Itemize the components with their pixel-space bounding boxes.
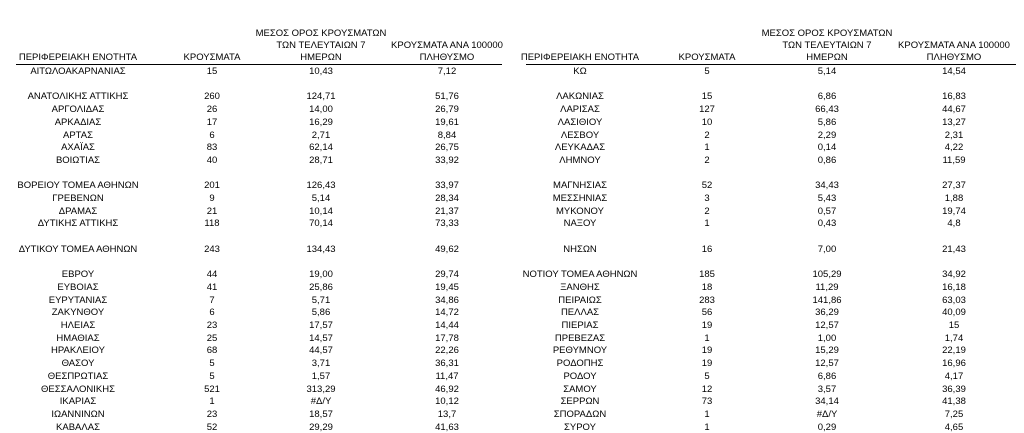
per100k-cell: 16,83 [942,91,966,103]
region-cell: ΚΑΒΑΛΑΣ [56,421,100,433]
cases-cell: 6 [209,307,215,319]
cases-cell: 15 [206,66,218,77]
header-underline [526,64,1016,65]
avg7-cell: 17,57 [309,320,333,331]
per100k-cell: 63,03 [942,294,966,306]
cases-cell: 10 [701,116,713,128]
avg7-cell: 141,86 [812,294,842,306]
avg7-cell: 62,14 [309,142,333,154]
cases-cell: 23 [206,320,218,331]
per100k-cell: 26,79 [435,104,459,116]
region-cell: ΛΑΣΙΘΙΟΥ [557,116,603,128]
avg7-cell: 19,00 [309,269,333,281]
cases-cell: 521 [204,383,220,395]
avg7-cell: 29,29 [309,421,333,433]
per100k-cell: 51,76 [435,91,459,103]
header-per100k-line: ΚΡΟΥΣΜΑΤΑ ΑΝΑ 100000 [391,40,503,51]
header-avg7-line: ΤΩΝ ΤΕΛΕΥΤΑΙΩΝ 7 [782,40,872,51]
avg7-cell: 0,57 [817,205,837,217]
cases-cell: 127 [699,104,715,116]
per100k-cell: 19,45 [435,281,459,293]
cases-cell: 1 [704,218,710,230]
cases-cell: 18 [701,281,713,293]
cases-cell: 12 [701,383,713,395]
region-cell: ΜΑΓΝΗΣΙΑΣ [553,180,607,192]
region-cell: ΘΕΣΣΑΛΟΝΙΚΗΣ [41,383,115,395]
avg7-cell: 5,43 [817,193,837,204]
per100k-cell: 4,65 [944,421,964,433]
region-cell: ΕΒΡΟΥ [61,269,95,281]
avg7-cell: #Δ/Υ [816,408,838,420]
per100k-cell: 11,47 [435,370,459,382]
region-cell: ΡΟΔΟΥ [563,370,597,382]
region-cell: ΣΥΡΟΥ [564,421,596,433]
cases-cell: 5 [704,370,710,382]
region-cell: ΣΑΜΟΥ [563,383,597,395]
region-cell: ΑΡΚΑΔΙΑΣ [54,116,102,128]
region-cell: ΠΙΕΡΙΑΣ [561,320,599,331]
avg7-cell: 5,71 [311,294,331,306]
cases-cell: 1 [704,421,710,433]
region-cell: ΝΟΤΙΟΥ ΤΟΜΕΑ ΑΘΗΝΩΝ [522,269,638,281]
per100k-cell: 4,22 [944,142,964,154]
region-cell: ΛΑΡΙΣΑΣ [560,104,600,116]
header-per100k-line: ΚΡΟΥΣΜΑΤΑ ΑΝΑ 100000 [898,40,1010,51]
per100k-cell: 16,18 [942,281,966,293]
avg7-cell: 16,29 [309,116,333,128]
per100k-cell: 11,59 [942,154,966,166]
cases-cell: 44 [206,269,218,281]
avg7-cell: 313,29 [306,383,336,395]
region-cell: ΗΛΕΙΑΣ [60,320,96,331]
cases-cell: 56 [701,307,713,319]
region-cell: ΓΡΕΒΕΝΩΝ [52,193,104,204]
avg7-cell: 12,57 [815,320,839,331]
region-cell: ΘΕΣΠΡΩΤΙΑΣ [47,370,109,382]
avg7-cell: 14,00 [309,104,333,116]
avg7-cell: 34,14 [815,396,839,408]
per100k-cell: 22,26 [435,345,459,357]
cases-cell: 15 [701,91,713,103]
avg7-cell: 126,43 [306,180,336,192]
region-cell: ΠΕΛΛΑΣ [560,307,600,319]
region-cell: ΛΗΜΝΟΥ [559,154,601,166]
per100k-cell: 41,63 [435,421,459,433]
region-cell: ΜΕΣΣΗΝΙΑΣ [552,193,608,204]
cases-cell: 16 [701,243,713,255]
cases-cell: 1 [704,408,710,420]
avg7-cell: 0,43 [817,218,837,230]
avg7-cell: 0,29 [817,421,837,433]
cases-cell: 2 [704,129,710,141]
header-avg7-line: ΗΜΕΡΩΝ [806,52,848,63]
avg7-cell: 0,14 [817,142,837,154]
avg7-cell: 36,29 [815,307,839,319]
cases-cell: 73 [701,396,713,408]
per100k-cell: 28,34 [435,193,459,204]
per100k-cell: 36,31 [435,358,459,370]
cases-cell: 3 [704,193,710,204]
per100k-cell: 14,54 [942,66,966,77]
cases-cell: 1 [704,142,710,154]
avg7-cell: 2,71 [311,129,331,141]
region-cell: ΝΑΞΟΥ [563,218,597,230]
cases-cell: 260 [204,91,220,103]
region-cell: ΑΡΤΑΣ [63,129,93,141]
region-cell: ΑΙΤΩΛΟΑΚΑΡΝΑΝΙΑΣ [30,66,126,77]
avg7-cell: 6,86 [817,370,837,382]
region-cell: ΖΑΚΥΝΘΟΥ [51,307,105,319]
cases-cell: 1 [209,396,215,408]
avg7-cell: 25,86 [309,281,333,293]
region-cell: ΔΥΤΙΚΟΥ ΤΟΜΕΑ ΑΘΗΝΩΝ [18,243,138,255]
cases-cell: 19 [701,320,713,331]
region-cell: ΑΧΑΪΑΣ [61,142,95,154]
cases-cell: 52 [701,180,713,192]
per100k-cell: 41,38 [942,396,966,408]
cases-cell: 40 [206,154,218,166]
per100k-cell: 46,92 [435,383,459,395]
per100k-cell: 19,74 [942,205,966,217]
cases-cell: 19 [701,345,713,357]
header-avg7-line: ΜΕΣΟΣ ΟΡΟΣ ΚΡΟΥΣΜΑΤΩΝ [255,28,387,39]
per100k-cell: 73,33 [435,218,459,230]
per100k-cell: 15 [948,320,960,331]
cases-cell: 6 [209,129,215,141]
header-per100k-line: ΠΛΗΘΥΣΜΟ [419,52,475,63]
region-cell: ΝΗΣΩΝ [563,243,597,255]
avg7-cell: 3,57 [817,383,837,395]
per100k-cell: 16,96 [942,358,966,370]
per100k-cell: 26,75 [435,142,459,154]
per100k-cell: 7,12 [437,66,457,77]
per100k-cell: 1,88 [944,193,964,204]
avg7-cell: 5,86 [817,116,837,128]
avg7-cell: 44,57 [309,345,333,357]
region-cell: ΛΕΣΒΟΥ [560,129,600,141]
avg7-cell: 1,57 [311,370,331,382]
avg7-cell: 34,43 [815,180,839,192]
per100k-cell: 13,27 [942,116,966,128]
header-avg7-line: ΜΕΣΟΣ ΟΡΟΣ ΚΡΟΥΣΜΑΤΩΝ [761,28,893,39]
cases-cell: 21 [206,205,218,217]
cases-cell: 185 [699,269,715,281]
per100k-cell: 27,37 [942,180,966,192]
cases-cell: 25 [206,332,218,344]
header-avg7-line: ΗΜΕΡΩΝ [300,52,342,63]
avg7-cell: 5,14 [817,66,837,77]
cases-cell: 23 [206,408,218,420]
cases-cell: 26 [206,104,218,116]
region-cell: ΞΑΝΘΗΣ [560,281,600,293]
header-cases: ΚΡΟΥΣΜΑΤΑ [183,52,241,63]
region-cell: ΔΥΤΙΚΗΣ ΑΤΤΙΚΗΣ [37,218,119,230]
region-cell: ΕΥΡΥΤΑΝΙΑΣ [48,294,108,306]
cases-cell: 5 [704,66,710,77]
per100k-cell: 22,19 [942,345,966,357]
avg7-cell: 28,71 [309,154,333,166]
avg7-cell: 70,14 [309,218,333,230]
region-cell: ΡΕΘΥΜΝΟΥ [552,345,608,357]
cases-cell: 2 [704,205,710,217]
cases-cell: 5 [209,370,215,382]
avg7-cell: 10,43 [309,66,333,77]
avg7-cell: 66,43 [815,104,839,116]
region-cell: ΜΥΚΟΝΟΥ [556,205,604,217]
cases-cell: 2 [704,154,710,166]
region-cell: ΔΡΑΜΑΣ [58,205,98,217]
cases-cell: 118 [204,218,220,230]
cases-cell: 283 [699,294,715,306]
per100k-cell: 29,74 [435,269,459,281]
region-cell: ΒΟΙΩΤΙΑΣ [55,154,101,166]
region-cell: ΑΝΑΤΟΛΙΚΗΣ ΑΤΤΙΚΗΣ [27,91,129,103]
per100k-cell: 34,86 [435,294,459,306]
per100k-cell: 49,62 [435,243,459,255]
avg7-cell: 18,57 [309,408,333,420]
per100k-cell: 19,61 [435,116,459,128]
per100k-cell: 10,12 [435,396,459,408]
region-cell: ΛΕΥΚΑΔΑΣ [554,142,606,154]
avg7-cell: #Δ/Υ [310,396,332,408]
region-cell: ΕΥΒΟΙΑΣ [57,281,99,293]
header-cases: ΚΡΟΥΣΜΑΤΑ [678,52,736,63]
per100k-cell: 33,97 [435,180,459,192]
per100k-cell: 33,92 [435,154,459,166]
region-cell: ΙΚΑΡΙΑΣ [59,396,97,408]
cases-cell: 52 [206,421,218,433]
avg7-cell: 5,14 [311,193,331,204]
region-cell: ΗΡΑΚΛΕΙΟΥ [51,345,105,357]
per100k-cell: 4,17 [944,370,964,382]
cases-cell: 201 [204,180,220,192]
per100k-cell: 4,8 [947,218,961,230]
cases-cell: 41 [206,281,218,293]
region-cell: ΣΠΟΡΑΔΩΝ [553,408,607,420]
per100k-cell: 36,39 [942,383,966,395]
cases-cell: 19 [701,358,713,370]
avg7-cell: 124,71 [306,91,336,103]
cases-cell: 1 [704,332,710,344]
avg7-cell: 5,86 [311,307,331,319]
header-per100k-line: ΠΛΗΘΥΣΜΟ [926,52,982,63]
per100k-cell: 13,7 [437,408,457,420]
per100k-cell: 1,74 [944,332,964,344]
cases-cell: 7 [209,294,215,306]
cases-cell: 83 [206,142,218,154]
avg7-cell: 12,57 [815,358,839,370]
region-cell: ΣΕΡΡΩΝ [560,396,600,408]
region-cell: ΠΡΕΒΕΖΑΣ [554,332,606,344]
region-cell: ΡΟΔΟΠΗΣ [556,358,604,370]
per100k-cell: 34,92 [942,269,966,281]
region-cell: ΚΩ [573,66,587,77]
avg7-cell: 0,86 [817,154,837,166]
avg7-cell: 7,00 [817,243,837,255]
cases-cell: 9 [209,193,215,204]
per100k-cell: 14,72 [435,307,459,319]
cases-cell: 243 [204,243,220,255]
cases-cell: 17 [206,116,218,128]
header-region: ΠΕΡΙΦΕΡΕΙΑΚΗ ΕΝΟΤΗΤΑ [520,52,640,63]
avg7-cell: 3,71 [311,358,331,370]
header-avg7-line: ΤΩΝ ΤΕΛΕΥΤΑΙΩΝ 7 [276,40,366,51]
region-cell: ΑΡΓΟΛΙΔΑΣ [51,104,105,116]
region-cell: ΛΑΚΩΝΙΑΣ [556,91,604,103]
avg7-cell: 11,29 [815,281,839,293]
header-underline [16,64,502,65]
region-cell: ΙΩΑΝΝΙΝΩΝ [51,408,105,420]
region-cell: ΗΜΑΘΙΑΣ [56,332,100,344]
avg7-cell: 14,57 [309,332,333,344]
avg7-cell: 15,29 [815,345,839,357]
per100k-cell: 2,31 [944,129,964,141]
per100k-cell: 44,67 [942,104,966,116]
avg7-cell: 10,14 [309,205,333,217]
avg7-cell: 105,29 [812,269,842,281]
cases-cell: 5 [209,358,215,370]
per100k-cell: 17,78 [435,332,459,344]
per100k-cell: 21,43 [942,243,966,255]
cases-cell: 68 [206,345,218,357]
per100k-cell: 14,44 [435,320,459,331]
region-cell: ΠΕΙΡΑΙΩΣ [558,294,602,306]
region-cell: ΘΑΣΟΥ [61,358,95,370]
avg7-cell: 2,29 [817,129,837,141]
avg7-cell: 6,86 [817,91,837,103]
region-cell: ΒΟΡΕΙΟΥ ΤΟΜΕΑ ΑΘΗΝΩΝ [17,180,139,192]
per100k-cell: 21,37 [435,205,459,217]
per100k-cell: 40,09 [942,307,966,319]
header-region: ΠΕΡΙΦΕΡΕΙΑΚΗ ΕΝΟΤΗΤΑ [18,52,138,63]
per100k-cell: 7,25 [944,408,964,420]
avg7-cell: 134,43 [306,243,336,255]
per100k-cell: 8,84 [437,129,457,141]
avg7-cell: 1,00 [817,332,837,344]
